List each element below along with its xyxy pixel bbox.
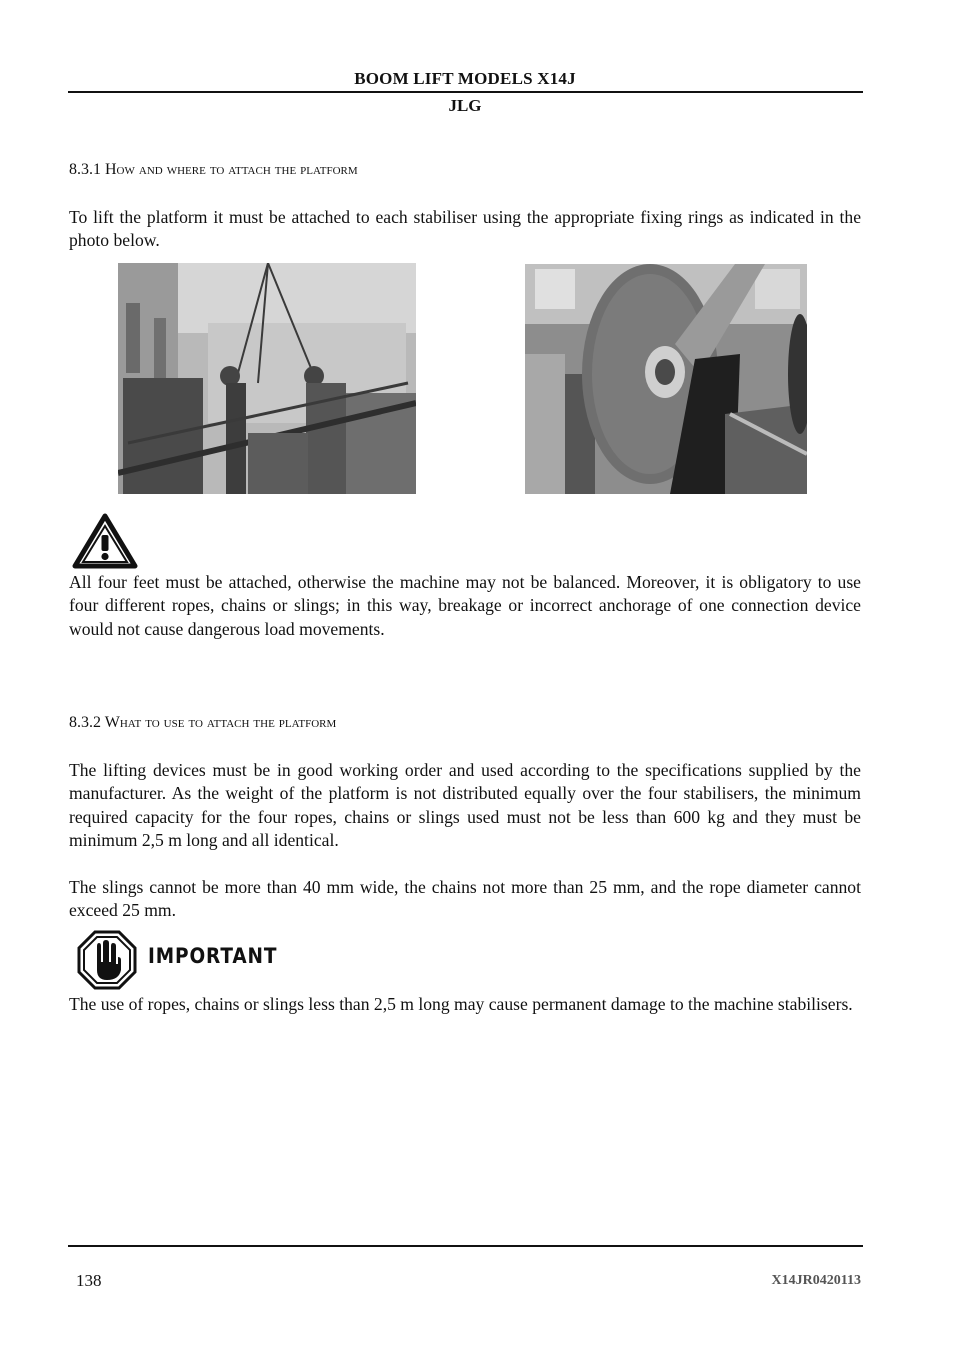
footer-rule (68, 1245, 863, 1247)
section-2-para-1: The lifting devices must be in good working order and used according to the specifications supplied by the manufacturer. As the weight of the platform is not distributed equally over the four stabilisers, the minimum required capacity for the four ropes, chains or slings used must not be less than 600 kg and they must be minimum 2,5 m long and all identical. (69, 760, 861, 850)
page-number: 138 (76, 1271, 102, 1290)
section-2-para-2: The slings cannot be more than 40 mm wide, the chains not more than 25 mm, and the rope diameter cannot exceed 25 mm. (69, 877, 861, 921)
warning-triangle-icon (72, 513, 138, 569)
header-brand: JLG (448, 96, 482, 115)
section-2-heading: 8.3.2 What to use to attach the platform (69, 714, 337, 731)
header-rule (68, 91, 863, 93)
stop-hand-icon (77, 930, 137, 990)
section-1-heading: 8.3.1 How and where to attach the platform (69, 161, 358, 178)
header-title: BOOM LIFT MODELS X14J (354, 69, 576, 88)
important-text: The use of ropes, chains or slings less than 2,5 m long may cause permanent damage to the machine stabilisers. (69, 994, 853, 1014)
photo-stabiliser-foot (525, 264, 807, 494)
section-1-warning-text: All four feet must be attached, otherwise the machine may not be balanced. Moreover, it is obligatory to use four different ropes, chains or slings; in this way, breakage or incorrect anchorage of one connection device would not cause dangerous load movements. (69, 572, 861, 639)
document-code: X14JR0420113 (771, 1273, 861, 1288)
section-1-intro: To lift the platform it must be attached to each stabiliser using the appropriate fixing rings as indicated in the photo below. (69, 207, 861, 251)
photo-platform-lifting (118, 263, 416, 494)
important-label: IMPORTANT (148, 944, 278, 968)
